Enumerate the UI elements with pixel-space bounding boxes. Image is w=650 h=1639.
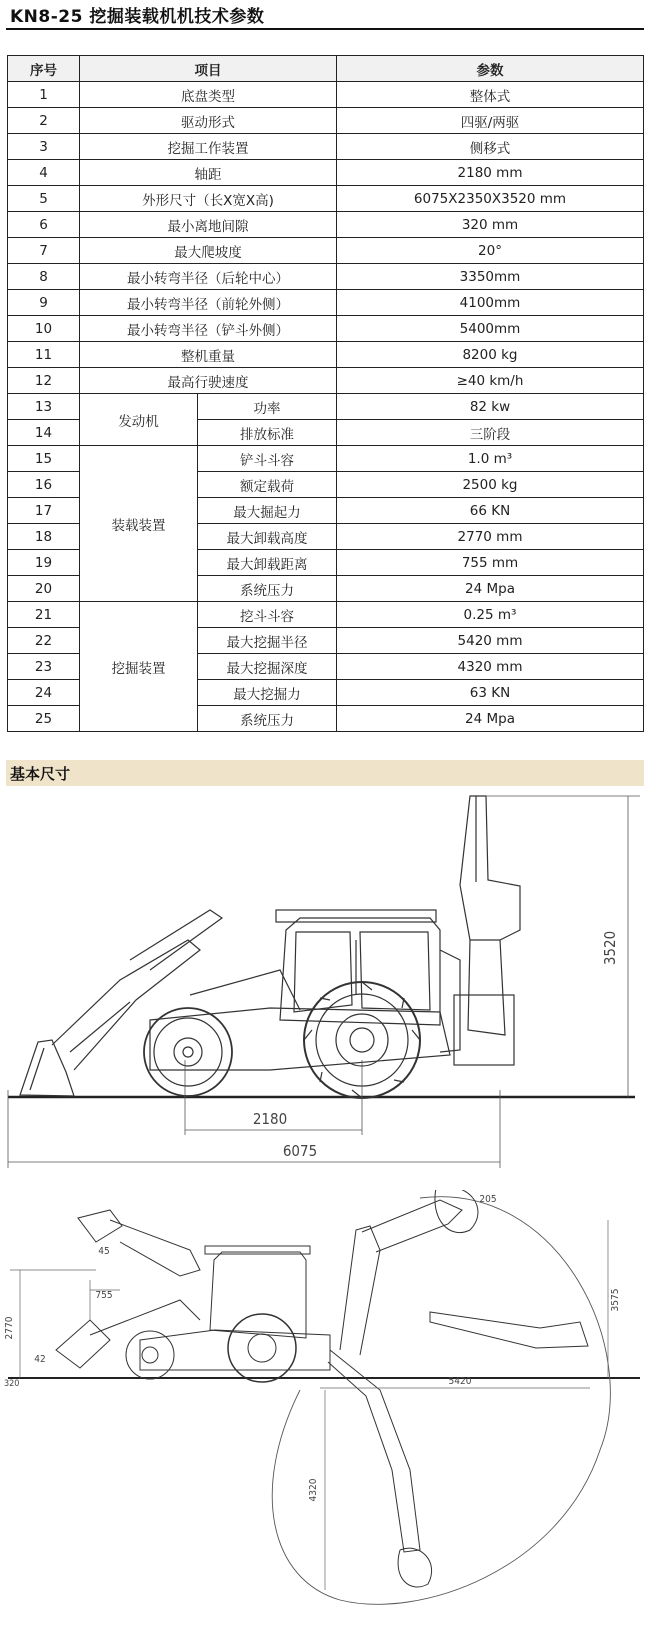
row-item: 挖斗斗容	[198, 602, 337, 628]
row-item: 系统压力	[198, 706, 337, 732]
table-row	[8, 134, 644, 160]
dim-dump-height: 2770	[4, 1316, 15, 1340]
row-no: 23	[8, 654, 80, 680]
row-param: 63 KN	[337, 680, 644, 706]
row-param: 82 kw	[337, 394, 644, 420]
row-item: 整机重量	[80, 342, 337, 368]
row-param: 66 KN	[337, 498, 644, 524]
row-param: 4100mm	[337, 290, 644, 316]
row-no: 11	[8, 342, 80, 368]
group-engine: 发动机	[80, 394, 198, 446]
dim-dump-reach: 755	[95, 1290, 113, 1301]
row-no: 15	[8, 446, 80, 472]
row-param: 6075X2350X3520 mm	[337, 186, 644, 212]
table-row	[8, 186, 644, 212]
table-row	[8, 82, 644, 108]
row-item: 功率	[198, 394, 337, 420]
row-no: 21	[8, 602, 80, 628]
row-param: 4320 mm	[337, 654, 644, 680]
row-param: 2180 mm	[337, 160, 644, 186]
dim-angle2: 42	[34, 1354, 46, 1365]
table-row	[8, 290, 644, 316]
section-title: 基本尺寸	[10, 765, 71, 783]
row-no: 24	[8, 680, 80, 706]
dim-length: 6075	[282, 1142, 318, 1160]
table-row	[8, 160, 644, 186]
row-item: 最高行驶速度	[80, 368, 337, 394]
row-param: 5400mm	[337, 316, 644, 342]
table-row	[8, 264, 644, 290]
row-param: ≥40 km/h	[337, 368, 644, 394]
dim-radius: 5420	[448, 1376, 472, 1387]
row-param: 2500 kg	[337, 472, 644, 498]
row-item: 排放标准	[198, 420, 337, 446]
dim-wheelbase: 2180	[252, 1110, 288, 1128]
row-item: 驱动形式	[80, 108, 337, 134]
table-row	[8, 368, 644, 394]
row-no: 13	[8, 394, 80, 420]
row-no: 1	[8, 82, 80, 108]
row-no: 8	[8, 264, 80, 290]
row-item: 外形尺寸（长X宽X高)	[80, 186, 337, 212]
row-no: 9	[8, 290, 80, 316]
row-no: 2	[8, 108, 80, 134]
row-no: 25	[8, 706, 80, 732]
row-no: 6	[8, 212, 80, 238]
row-item: 最小转弯半径（后轮中心）	[80, 264, 337, 290]
row-no: 12	[8, 368, 80, 394]
dim-clearance: 320	[4, 1379, 20, 1389]
machine-outline	[8, 796, 635, 1098]
group-loader: 装载装置	[80, 446, 198, 602]
row-item: 挖掘工作装置	[80, 134, 337, 160]
row-item: 最小转弯半径（前轮外侧）	[80, 290, 337, 316]
section-bar	[6, 760, 644, 786]
spec-table	[7, 55, 644, 732]
row-item: 最小转弯半径（铲斗外侧）	[80, 316, 337, 342]
row-no: 10	[8, 316, 80, 342]
table-row	[8, 342, 644, 368]
row-param: 0.25 m³	[337, 602, 644, 628]
table-row	[8, 212, 644, 238]
row-param: 320 mm	[337, 212, 644, 238]
row-param: 三阶段	[337, 420, 644, 446]
row-no: 22	[8, 628, 80, 654]
row-item: 最大爬坡度	[80, 238, 337, 264]
row-item: 最大挖掘力	[198, 680, 337, 706]
row-no: 19	[8, 550, 80, 576]
table-row	[8, 602, 644, 628]
table-row	[8, 316, 644, 342]
header-param: 参数	[337, 56, 644, 82]
row-param: 2770 mm	[337, 524, 644, 550]
table-header-row	[8, 56, 644, 82]
row-no: 17	[8, 498, 80, 524]
side-view-drawing	[0, 790, 650, 1170]
row-param: 8200 kg	[337, 342, 644, 368]
row-item: 最大挖掘半径	[198, 628, 337, 654]
table-row	[8, 394, 644, 420]
row-no: 3	[8, 134, 80, 160]
row-no: 7	[8, 238, 80, 264]
working-range-drawing	[0, 1190, 650, 1639]
row-no: 4	[8, 160, 80, 186]
row-param: 四驱/两驱	[337, 108, 644, 134]
dim-depth: 4320	[308, 1478, 319, 1502]
row-no: 5	[8, 186, 80, 212]
row-no: 20	[8, 576, 80, 602]
header-no: 序号	[8, 56, 80, 82]
dim-angle1: 45	[98, 1246, 110, 1257]
row-item: 最小离地间隙	[80, 212, 337, 238]
row-param: 侧移式	[337, 134, 644, 160]
row-no: 14	[8, 420, 80, 446]
row-item: 最大挖掘深度	[198, 654, 337, 680]
row-item: 最大卸载距离	[198, 550, 337, 576]
dim-height: 3520	[601, 930, 619, 966]
table-row	[8, 108, 644, 134]
row-item: 最大掘起力	[198, 498, 337, 524]
row-item: 系统压力	[198, 576, 337, 602]
group-excavator: 挖掘装置	[80, 602, 198, 732]
row-param: 5420 mm	[337, 628, 644, 654]
table-row	[8, 238, 644, 264]
range-dimension-lines	[10, 1220, 608, 1590]
dim-swing: 205	[479, 1194, 497, 1205]
row-item: 额定载荷	[198, 472, 337, 498]
header-item: 项目	[80, 56, 337, 82]
row-param: 755 mm	[337, 550, 644, 576]
row-no: 16	[8, 472, 80, 498]
row-param: 1.0 m³	[337, 446, 644, 472]
row-param: 3350mm	[337, 264, 644, 290]
row-no: 18	[8, 524, 80, 550]
row-item: 轴距	[80, 160, 337, 186]
row-param: 整体式	[337, 82, 644, 108]
row-item: 铲斗斗容	[198, 446, 337, 472]
row-item: 最大卸载高度	[198, 524, 337, 550]
table-row	[8, 446, 644, 472]
dim-reach-height: 3575	[610, 1288, 621, 1312]
row-param: 20°	[337, 238, 644, 264]
page-title: KN8-25 挖掘装载机机技术参数	[10, 7, 265, 27]
row-param: 24 Mpa	[337, 706, 644, 732]
row-item: 底盘类型	[80, 82, 337, 108]
row-param: 24 Mpa	[337, 576, 644, 602]
dimension-lines	[8, 796, 640, 1168]
title-rule	[6, 28, 644, 30]
